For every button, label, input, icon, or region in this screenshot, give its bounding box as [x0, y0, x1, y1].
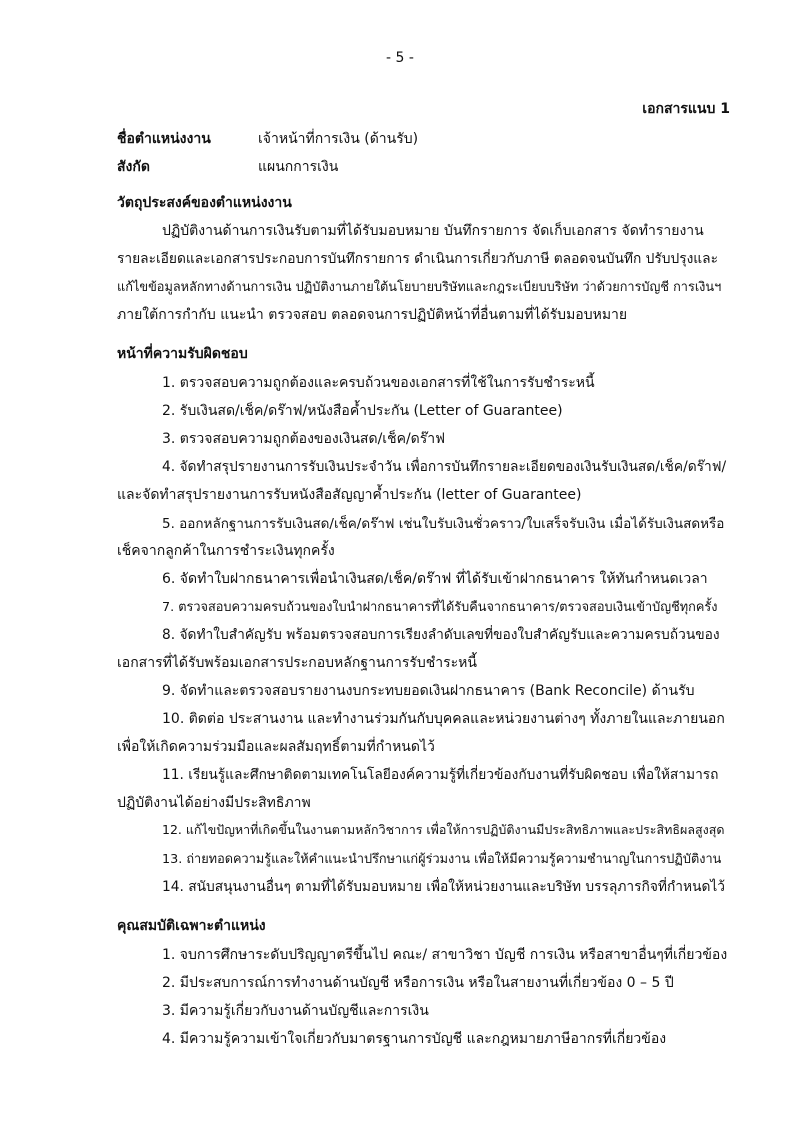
duties-heading: หน้าที่ความรับผิดชอบ — [117, 346, 248, 362]
duty-line: 4. จัดทำสรุปรายงานการรับเงินประจำวัน เพื่อการบันทึกรายละเอียดของเงินรับเงินสด/เช็ค/ดร๊าฟ/ — [162, 459, 727, 475]
duty-line: 12. แก้ไขปัญหาที่เกิดขึ้นในงานตามหลักวิชาการ เพื่อให้การปฏิบัติงานมีประสิทธิภาพและประสิทธิผลสูงสุด — [162, 822, 725, 837]
duty-line: 7. ตรวจสอบความครบถ้วนของใบนำฝากธนาคารที่ได้รับคืนจากธนาคาร/ตรวจสอบเงินเข้าบัญชีทุกครั้ง — [162, 600, 718, 615]
qualification-line: 2. มีประสบการณ์การทำงานด้านบัญชี หรือการเงิน หรือในสายงานที่เกี่ยวข้อง 0 – 5 ปี — [162, 975, 674, 991]
page-number: - 5 - — [386, 50, 414, 66]
position-title-value: เจ้าหน้าที่การเงิน (ด้านรับ) — [258, 131, 419, 147]
objective-line: แก้ไขข้อมูลหลักทางด้านการเงิน ปฏิบัติงานภายใต้นโยบายบริษัทและกฎระเบียบบริษัท ว่าด้วยการบัญชี การเงินฯ — [117, 280, 722, 295]
duty-line: 8. จัดทำใบสำคัญรับ พร้อมตรวจสอบการเรียงลำดับเลขที่ของใบสำคัญรับและความครบถ้วนของ — [162, 627, 720, 643]
duty-line: และจัดทำสรุปรายงานการรับหนังสือสัญญาค้ำประกัน (letter of Guarantee) — [117, 487, 582, 503]
objective-line: ปฏิบัติงานด้านการเงินรับตามที่ได้รับมอบหมาย บันทึกรายการ จัดเก็บเอกสาร จัดทำรายงาน — [162, 223, 704, 239]
objective-line: ภายใต้การกำกับ แนะนำ ตรวจสอบ ตลอดจนการปฏิบัติหน้าที่อื่นตามที่ได้รับมอบหมาย — [117, 307, 628, 323]
qualification-line: 1. จบการศึกษาระดับปริญญาตรีขึ้นไป คณะ/ สาขาวิชา บัญชี การเงิน หรือสาขาอื่นๆที่เกี่ยวข้อง — [162, 947, 728, 963]
duty-line: เพื่อให้เกิดความร่วมมือและผลสัมฤทธิ์ตามที่กำหนดไว้ — [117, 739, 435, 755]
duty-line: 9. จัดทำและตรวจสอบรายงานงบกระทบยอดเงินฝากธนาคาร (Bank Reconcile) ด้านรับ — [162, 683, 695, 699]
qualification-line: 3. มีความรู้เกี่ยวกับงานด้านบัญชีและการเงิน — [162, 1003, 429, 1019]
duty-line: เช็คจากลูกค้าในการชำระเงินทุกครั้ง — [117, 543, 335, 559]
duty-line: 2. รับเงินสด/เช็ค/ดร๊าฟ/หนังสือค้ำประกัน (Letter of Guarantee) — [162, 403, 563, 419]
duty-line: เอกสารที่ได้รับพร้อมเอกสารประกอบหลักฐานการรับชำระหนี้ — [117, 655, 477, 671]
duty-line: 3. ตรวจสอบความถูกต้องของเงินสด/เช็ค/ดร๊าฟ — [162, 431, 446, 447]
duty-line: 6. จัดทำใบฝากธนาคารเพื่อนำเงินสด/เช็ค/ดร๊าฟ ที่ได้รับเข้าฝากธนาคาร ให้ทันกำหนดเวลา — [162, 571, 708, 587]
duty-line: 11. เรียนรู้และศึกษาติดตามเทคโนโลยีองค์ความรู้ที่เกี่ยวข้องกับงานที่รับผิดชอบ เพื่อให้สามารถ — [162, 767, 719, 783]
objective-line: รายละเอียดและเอกสารประกอบการบันทึกรายการ ดำเนินการเกี่ยวกับภาษี ตลอดจนบันทึก ปรับปรุงและ — [117, 251, 718, 267]
duty-line: 10. ติดต่อ ประสานงาน และทำงานร่วมกันกับบุคคลและหน่วยงานต่างๆ ทั้งภายในและภายนอก — [162, 711, 725, 727]
attachment-label: เอกสารแนบ 1 — [642, 101, 730, 117]
duty-line: 1. ตรวจสอบความถูกต้องและครบถ้วนของเอกสารที่ใช้ในการรับชำระหนี้ — [162, 375, 595, 391]
position-title-label: ชื่อตำแหน่งงาน — [117, 131, 211, 147]
department-value: แผนกการเงิน — [258, 159, 339, 175]
duty-line: 14. สนับสนุนงานอื่นๆ ตามที่ได้รับมอบหมาย เพื่อให้หน่วยงานและบริษัท บรรลุภารกิจที่กำหนดไว้ — [162, 879, 726, 895]
objective-heading: วัตถุประสงค์ของตำแหน่งงาน — [117, 195, 292, 211]
qualification-line: 4. มีความรู้ความเข้าใจเกี่ยวกับมาตรฐานการบัญชี และกฎหมายภาษีอากรที่เกี่ยวข้อง — [162, 1031, 667, 1047]
duty-line: 13. ถ่ายทอดความรู้และให้คำแนะนำปรึกษาแก่ผู้ร่วมงาน เพื่อให้มีความรู้ความชำนาญในการปฏิบัติงาน — [162, 852, 722, 867]
duty-line: 5. ออกหลักฐานการรับเงินสด/เช็ค/ดร๊าฟ เช่นใบรับเงินชั่วคราว/ใบเสร็จรับเงิน เมื่อได้รับเงินสดหรือ — [162, 516, 725, 532]
duty-line: ปฏิบัติงานได้อย่างมีประสิทธิภาพ — [117, 795, 311, 811]
qualifications-heading: คุณสมบัติเฉพาะตำแหน่ง — [117, 918, 266, 934]
department-label: สังกัด — [117, 159, 150, 175]
